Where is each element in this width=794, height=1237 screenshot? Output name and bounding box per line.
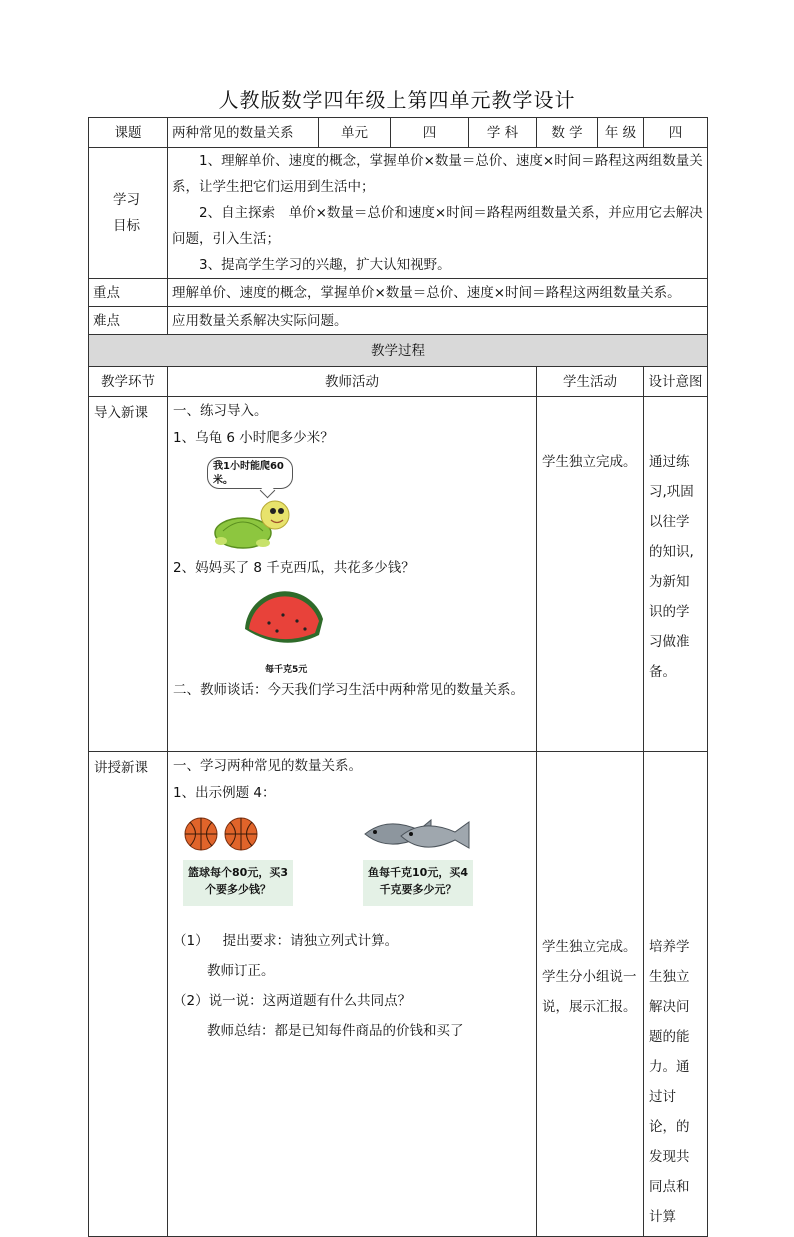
difficulty-value: 应用数量关系解决实际问题。	[168, 307, 708, 335]
process-header: 教学过程	[89, 335, 708, 367]
document-title: 人教版数学四年级上第四单元教学设计	[218, 88, 576, 112]
teacher-activity-intro	[168, 397, 537, 752]
goals-label-text: 学习目标	[113, 192, 140, 234]
key-point-row	[89, 279, 708, 307]
col-stage: 教学环节	[89, 367, 168, 397]
step-2-b: 教师总结：都是已知每件商品的价钱和买了	[207, 1023, 464, 1039]
step-1-text: 提出要求：请独立列式计算。	[222, 933, 399, 949]
basketball-caption: 篮球每个80元，买3个要多少钱？	[183, 860, 293, 906]
new-line-1: 一、学习两种常见的数量关系。	[173, 758, 362, 774]
section-new-row	[89, 752, 708, 1237]
col-intent: 设计意图	[644, 367, 708, 397]
student-activity-intro	[537, 397, 644, 752]
step-1	[173, 926, 531, 956]
process-header-row	[89, 335, 708, 367]
example-illustration	[173, 808, 531, 926]
difficulty-row	[89, 307, 708, 335]
goal-item: 3、提高学生学习的兴趣，扩大认知视野。	[199, 257, 451, 273]
student-text-intro: 学生独立完成。	[542, 454, 637, 470]
goals-label	[89, 148, 168, 279]
key-point-label: 重点	[89, 279, 168, 307]
design-intent-intro	[644, 397, 708, 752]
unit-value: 四	[391, 118, 469, 148]
intent-text-new: 培养学生独立解决问题的能力。通过讨论，的发现共同点和计算	[649, 939, 690, 1225]
col-student: 学生活动	[537, 367, 644, 397]
goals-content	[168, 148, 708, 279]
student-text-new: 学生独立完成。学生分小组说一说，展示汇报。	[542, 939, 637, 1015]
step-1-b: 教师订正。	[207, 963, 275, 979]
intro-line-1: 一、练习导入。	[173, 403, 268, 419]
fish-caption: 鱼每千克10元，买4千克要多少元？	[363, 860, 473, 906]
lesson-plan-table	[88, 117, 708, 1237]
section-intro-row	[89, 397, 708, 752]
grade-label: 年 级	[598, 118, 644, 148]
turtle-illustration	[173, 453, 531, 553]
fish-icon	[361, 812, 473, 856]
intro-line-2: 二、教师谈话：今天我们学习生活中两种常见的数量关系。	[173, 682, 524, 698]
turtle-speech-bubble: 我1小时能爬60米。	[207, 457, 293, 489]
topic-label: 课题	[89, 118, 168, 148]
stage-intro: 导入新课	[89, 397, 168, 752]
question-2: 2、妈妈买了 8 千克西瓜，共花多少钱？	[173, 560, 415, 576]
intent-text-intro: 通过练习,巩固以往学的知识,为新知识的学习做准备。	[649, 454, 694, 680]
step-1-number: （1）	[173, 933, 209, 949]
grade-value: 四	[644, 118, 708, 148]
watermelon-icon	[239, 583, 329, 659]
subject-value: 数 学	[537, 118, 598, 148]
col-teacher: 教师活动	[168, 367, 537, 397]
goals-row	[89, 148, 708, 279]
new-line-2: 1、出示例题 4：	[173, 785, 276, 801]
turtle-icon	[201, 453, 321, 553]
basketball-icon	[183, 816, 263, 856]
subject-label: 学 科	[469, 118, 537, 148]
difficulty-label: 难点	[89, 307, 168, 335]
watermelon-caption: 每千克5元	[265, 665, 308, 675]
key-point-value: 理解单价、速度的概念，掌握单价×数量＝总价、速度×时间＝路程这两组数量关系。	[168, 279, 708, 307]
watermelon-illustration	[173, 583, 531, 675]
stage-new: 讲授新课	[89, 752, 168, 1237]
topic-value: 两种常见的数量关系	[168, 118, 319, 148]
teacher-activity-new	[168, 752, 537, 1237]
step-2: （2）说一说：这两道题有什么共同点？	[173, 993, 412, 1009]
design-intent-new	[644, 752, 708, 1237]
column-header-row	[89, 367, 708, 397]
student-activity-new	[537, 752, 644, 1237]
goal-item: 2、自主探索 单价×数量＝总价和速度×时间＝路程两组数量关系，并应用它去解决问题，引入生活；	[172, 205, 703, 247]
question-1: 1、乌龟 6 小时爬多少米？	[173, 430, 334, 446]
goal-item: 1、理解单价、速度的概念，掌握单价×数量＝总价、速度×时间＝路程这两组数量关系，让学生把它们运用到生活中；	[172, 153, 703, 195]
unit-label: 单元	[319, 118, 391, 148]
info-row	[89, 118, 708, 148]
